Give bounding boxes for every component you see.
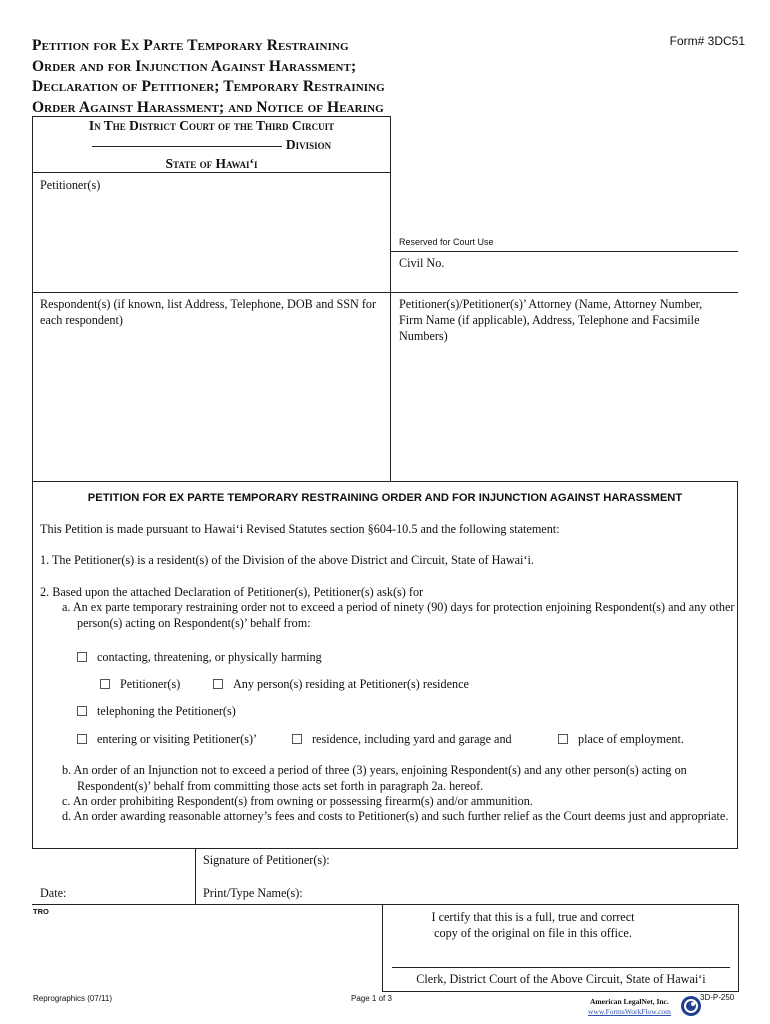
petition-item-1: 1. The Petitioner(s) is a resident(s) of the Division of the above District and Circuit, State of Hawai‘i. — [40, 553, 534, 567]
petition-intro: This Petition is made pursuant to Hawai‘i Revised Statutes section §604-10.5 and the following statement: — [40, 522, 560, 536]
check-row-entering — [77, 732, 257, 748]
check-row-residence — [292, 732, 512, 748]
petitioner-label: Petitioner(s) — [120, 677, 181, 691]
page-number: Page 1 of 3 — [351, 994, 392, 1003]
entering-checkbox[interactable] — [77, 734, 87, 744]
certify-bottom-rule — [382, 991, 739, 992]
print-name-field[interactable]: Print/Type Name(s): — [203, 886, 303, 900]
telephoning-checkbox[interactable] — [77, 706, 87, 716]
residence-label: residence, including yard and garage and — [312, 732, 512, 746]
company-name: American LegalNet, Inc. — [590, 997, 669, 1006]
company-block — [580, 994, 700, 1020]
petition-item-2a: a. An ex parte temporary restraining order not to exceed a period of ninety (90) days for protection enjoining Respondent(s) and any other person(s) acting on Respondent(s)’ behalf from: — [62, 600, 735, 630]
petition-item-2d: d. An order awarding reasonable attorney’s fees and costs to Petitioner(s) and such further relief as the Court deems just and appropriate. — [62, 809, 729, 823]
petition-heading: PETITION FOR EX PARTE TEMPORARY RESTRAINING ORDER AND FOR INJUNCTION AGAINST HARASSMENT — [87, 492, 683, 504]
entering-label: entering or visiting Petitioner(s)’ — [97, 732, 258, 746]
employment-label: place of employment. — [578, 732, 684, 746]
division-line — [32, 135, 391, 154]
any-person-label: Any person(s) residing at Petitioner(s) residence — [233, 677, 469, 691]
company-logo-icon — [680, 995, 702, 1017]
certify-line-2: copy of the original on file in this office. — [434, 926, 632, 940]
petition-item-2b: b. An order of an Injunction not to exceed a period of three (3) years, enjoining Respondent(s) and any other person(s) acting on Respondent(s)’ behalf from committing those acts set forth in paragraph 2a. hereof. — [62, 763, 687, 793]
signature-divider — [195, 848, 196, 905]
form-code: 3D-P-250 — [700, 993, 735, 1002]
civil-no-field[interactable]: Civil No. — [399, 256, 445, 270]
certify-line-1: I certify that this is a full, true and correct — [431, 910, 635, 924]
attorney-field[interactable]: Petitioner(s)/Petitioner(s)’ Attorney (Name, Attorney Number, Firm Name (if applicable), Address, Telephone and Facsimile Numbers) — [399, 297, 703, 343]
any-person-checkbox[interactable] — [213, 679, 223, 689]
clerk-signature-line[interactable] — [392, 967, 730, 968]
grid-top-rule — [32, 172, 391, 173]
division-blank[interactable] — [92, 145, 282, 147]
petitioner-checkbox[interactable] — [100, 679, 110, 689]
civil-top-rule — [390, 251, 738, 252]
signature-field[interactable]: Signature of Petitioner(s): — [203, 853, 330, 867]
telephoning-label: telephoning the Petitioner(s) — [97, 704, 236, 718]
company-url[interactable]: www.FormsWorkFlow.com — [588, 1007, 672, 1016]
grid-middle-divider — [390, 116, 391, 482]
check-row-petitioner — [100, 677, 180, 693]
check-row-contacting — [77, 650, 322, 666]
employment-checkbox[interactable] — [558, 734, 568, 744]
form-number: Form# 3DC51 — [669, 34, 745, 48]
title-line: Petition for Ex Parte Temporary Restraining — [32, 37, 349, 54]
court-header — [32, 116, 391, 173]
tro-label: TRO — [33, 907, 49, 916]
title-line: Order and for Injunction Against Harassment; — [32, 57, 357, 75]
respondents-field[interactable]: Respondent(s) (if known, list Address, Telephone, DOB and SSN for each respondent) — [40, 297, 377, 327]
state-name: State of Hawai‘i — [165, 156, 258, 171]
grid-row-rule — [32, 292, 738, 293]
date-field[interactable]: Date: — [40, 886, 67, 900]
division-label: Division — [285, 137, 332, 152]
petition-item-2: 2. Based upon the attached Declaration of Petitioner(s), Petitioner(s) ask(s) for — [40, 585, 424, 599]
residence-checkbox[interactable] — [292, 734, 302, 744]
contacting-checkbox[interactable] — [77, 652, 87, 662]
court-name: In The District Court of the Third Circuit — [88, 118, 335, 133]
check-row-any-person — [213, 677, 469, 693]
contacting-label: contacting, threatening, or physically harming — [97, 650, 322, 664]
clerk-label: Clerk, District Court of the Above Circuit, State of Hawai‘i — [416, 972, 706, 986]
signature-bottom-rule — [32, 904, 738, 905]
title-line: Order Against Harassment; and Notice of Hearing — [32, 98, 384, 116]
check-row-employment — [558, 732, 684, 748]
petitioners-field[interactable]: Petitioner(s) — [40, 178, 101, 192]
reserved-label: Reserved for Court Use — [399, 237, 494, 247]
form-title — [32, 36, 442, 118]
reprographics-label: Reprographics (07/11) — [33, 994, 113, 1003]
check-row-telephoning — [77, 704, 236, 720]
petition-item-2c: c. An order prohibiting Respondent(s) from owning or possessing firearm(s) and/or ammunition. — [62, 794, 533, 808]
grid-left-border — [32, 172, 33, 482]
title-line: Declaration of Petitioner; Temporary Restraining — [32, 78, 385, 95]
signature-top-rule — [32, 848, 738, 849]
